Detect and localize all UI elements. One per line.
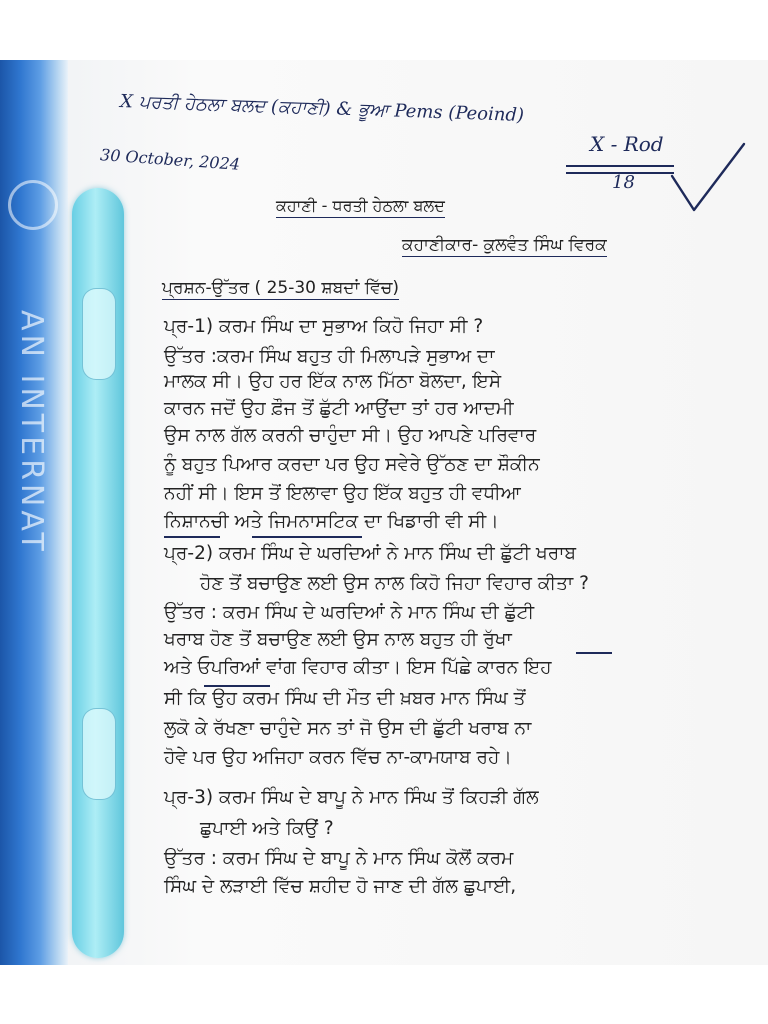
answer-line: ਉੱਤਰ :ਕਰਮ ਸਿੰਘ ਬਹੁਤ ਹੀ ਮਿਲਾਪੜੇ ਸੁਭਾਅ ਦਾ	[164, 346, 495, 367]
story-author: ਕਹਾਣੀਕਾਰ- ਕੁਲਵੰਤ ਸਿੰਘ ਵਿਰਕ	[402, 235, 607, 255]
teacher-underline	[252, 536, 362, 538]
answer-line: ਕਾਰਨ ਜਦੋਂ ਉਹ ਫ਼ੌਜ ਤੋਂ ਛੁੱਟੀ ਆਉਂਦਾ ਤਾਂ ਹਰ ਆਦਮੀ	[164, 398, 514, 419]
section-heading: ਪ੍ਰਸ਼ਨ-ਉੱਤਰ ( 25-30 ਸ਼ਬਦਾਂ ਵਿੱਚ)	[162, 278, 399, 298]
answer-line: ਉੱਤਰ : ਕਰਮ ਸਿੰਘ ਦੇ ਬਾਪੂ ਨੇ ਮਾਨ ਸਿੰਘ ਕੋਲੋਂ ਕਰਮ	[164, 848, 514, 869]
fastener-clip	[82, 708, 116, 800]
question-line: ਪ੍ਰ-2) ਕਰਮ ਸਿੰਘ ਦੇ ਘਰਦਿਆਂ ਨੇ ਮਾਨ ਸਿੰਘ ਦੀ ਛੁੱਟੀ ਖਰਾਬ	[164, 543, 577, 564]
grade-underline	[566, 165, 674, 167]
question-line: ਛੁਪਾਈ ਅਤੇ ਕਿਉਂ ?	[200, 818, 334, 839]
answer-line: ਨਿਸ਼ਾਨਚੀ ਅਤੇ ਜਿਮਨਾਸਟਿਕ ਦਾ ਖਿਡਾਰੀ ਵੀ ਸੀ।	[164, 511, 499, 532]
story-title: ਕਹਾਣੀ - ਧਰਤੀ ਹੇਠਲਾ ਬਲਦ	[276, 196, 445, 218]
handwritten-class: X - Rod	[590, 132, 664, 156]
question-line: ਪ੍ਰ-3) ਕਰਮ ਸਿੰਘ ਦੇ ਬਾਪੂ ਨੇ ਮਾਨ ਸਿੰਘ ਤੋਂ ਕਿਹੜੀ ਗੱਲ	[164, 787, 539, 808]
teacher-underline	[576, 652, 612, 654]
checkmark-icon	[668, 140, 748, 220]
answer-line: ਸਿੰਘ ਦੇ ਲੜਾਈ ਵਿੱਚ ਸ਼ਹੀਦ ਹੋ ਜਾਣ ਦੀ ਗੱਲ ਛੁਪਾਈ,	[164, 876, 517, 897]
answer-line: ਖਰਾਬ ਹੋਣ ਤੋਂ ਬਚਾਉਣ ਲਈ ਉਸ ਨਾਲ ਬਹੁਤ ਹੀ ਰੁੱਖਾ	[164, 629, 512, 650]
answer-line: ਉਸ ਨਾਲ ਗੱਲ ਕਰਨੀ ਚਾਹੁੰਦਾ ਸੀ। ਉਹ ਆਪਣੇ ਪਰਿਵਾਰ	[164, 425, 537, 446]
answer-line: ਹੋਵੇ ਪਰ ਉਹ ਅਜਿਹਾ ਕਰਨ ਵਿੱਚ ਨਾ-ਕਾਮਯਾਬ ਰਹੇ।	[164, 747, 512, 768]
brand-logo-icon	[8, 180, 58, 230]
answer-line: ਮਾਲਕ ਸੀ। ਉਹ ਹਰ ਇੱਕ ਨਾਲ ਮਿੱਠਾ ਬੋਲਦਾ, ਇਸੇ	[164, 371, 502, 392]
fastener-clip	[82, 288, 116, 380]
answer-line: ਨੂੰ ਬਹੁਤ ਪਿਆਰ ਕਰਦਾ ਪਰ ਉਹ ਸਵੇਰੇ ਉੱਠਣ ਦਾ ਸ਼ੌਕੀਨ	[164, 454, 540, 475]
file-fastener-strip	[72, 188, 124, 958]
question-line: ਹੋਣ ਤੋਂ ਬਚਾਉਣ ਲਈ ਉਸ ਨਾਲ ਕਿਹੋ ਜਿਹਾ ਵਿਹਾਰ ਕੀਤਾ ?	[200, 573, 589, 594]
handwritten-score: 18	[612, 172, 635, 193]
answer-line: ਅਤੇ ਓਪਰਿਆਂ ਵਾਂਗ ਵਿਹਾਰ ਕੀਤਾ। ਇਸ ਪਿੱਛੇ ਕਾਰਨ ਇਹ	[164, 657, 552, 678]
handwritten-date: 30 October, 2024	[99, 145, 241, 174]
teacher-underline	[164, 536, 220, 538]
spine-brand-text: AN INTERNAT	[14, 310, 49, 555]
notebook-spine	[0, 60, 68, 965]
answer-line: ਉੱਤਰ : ਕਰਮ ਸਿੰਘ ਦੇ ਘਰਦਿਆਂ ਨੇ ਮਾਨ ਸਿੰਘ ਦੀ ਛੁੱਟੀ	[164, 602, 535, 623]
answer-line: ਨਹੀਂ ਸੀ। ਇਸ ਤੋਂ ਇਲਾਵਾ ਉਹ ਇੱਕ ਬਹੁਤ ਹੀ ਵਧੀਆ	[164, 483, 521, 504]
handwritten-header: X ਪਰਤੀ ਹੇਠਲਾ ਬਲਦ (ਕਹਾਣੀ) & ਭੂਆ Pems (Peoind)	[119, 90, 525, 127]
answer-line: ਸੀ ਕਿ ਉਹ ਕਰਮ ਸਿੰਘ ਦੀ ਮੌਤ ਦੀ ਖ਼ਬਰ ਮਾਨ ਸਿੰਘ ਤੋਂ	[164, 688, 526, 709]
question-line: ਪ੍ਰ-1) ਕਰਮ ਸਿੰਘ ਦਾ ਸੁਭਾਅ ਕਿਹੋ ਜਿਹਾ ਸੀ ?	[164, 316, 484, 337]
answer-line: ਲੁਕੋ ਕੇ ਰੱਖਣਾ ਚਾਹੁੰਦੇ ਸਨ ਤਾਂ ਜੋ ਉਸ ਦੀ ਛੁੱਟੀ ਖਰਾਬ ਨਾ	[164, 718, 532, 739]
teacher-underline	[204, 685, 270, 687]
